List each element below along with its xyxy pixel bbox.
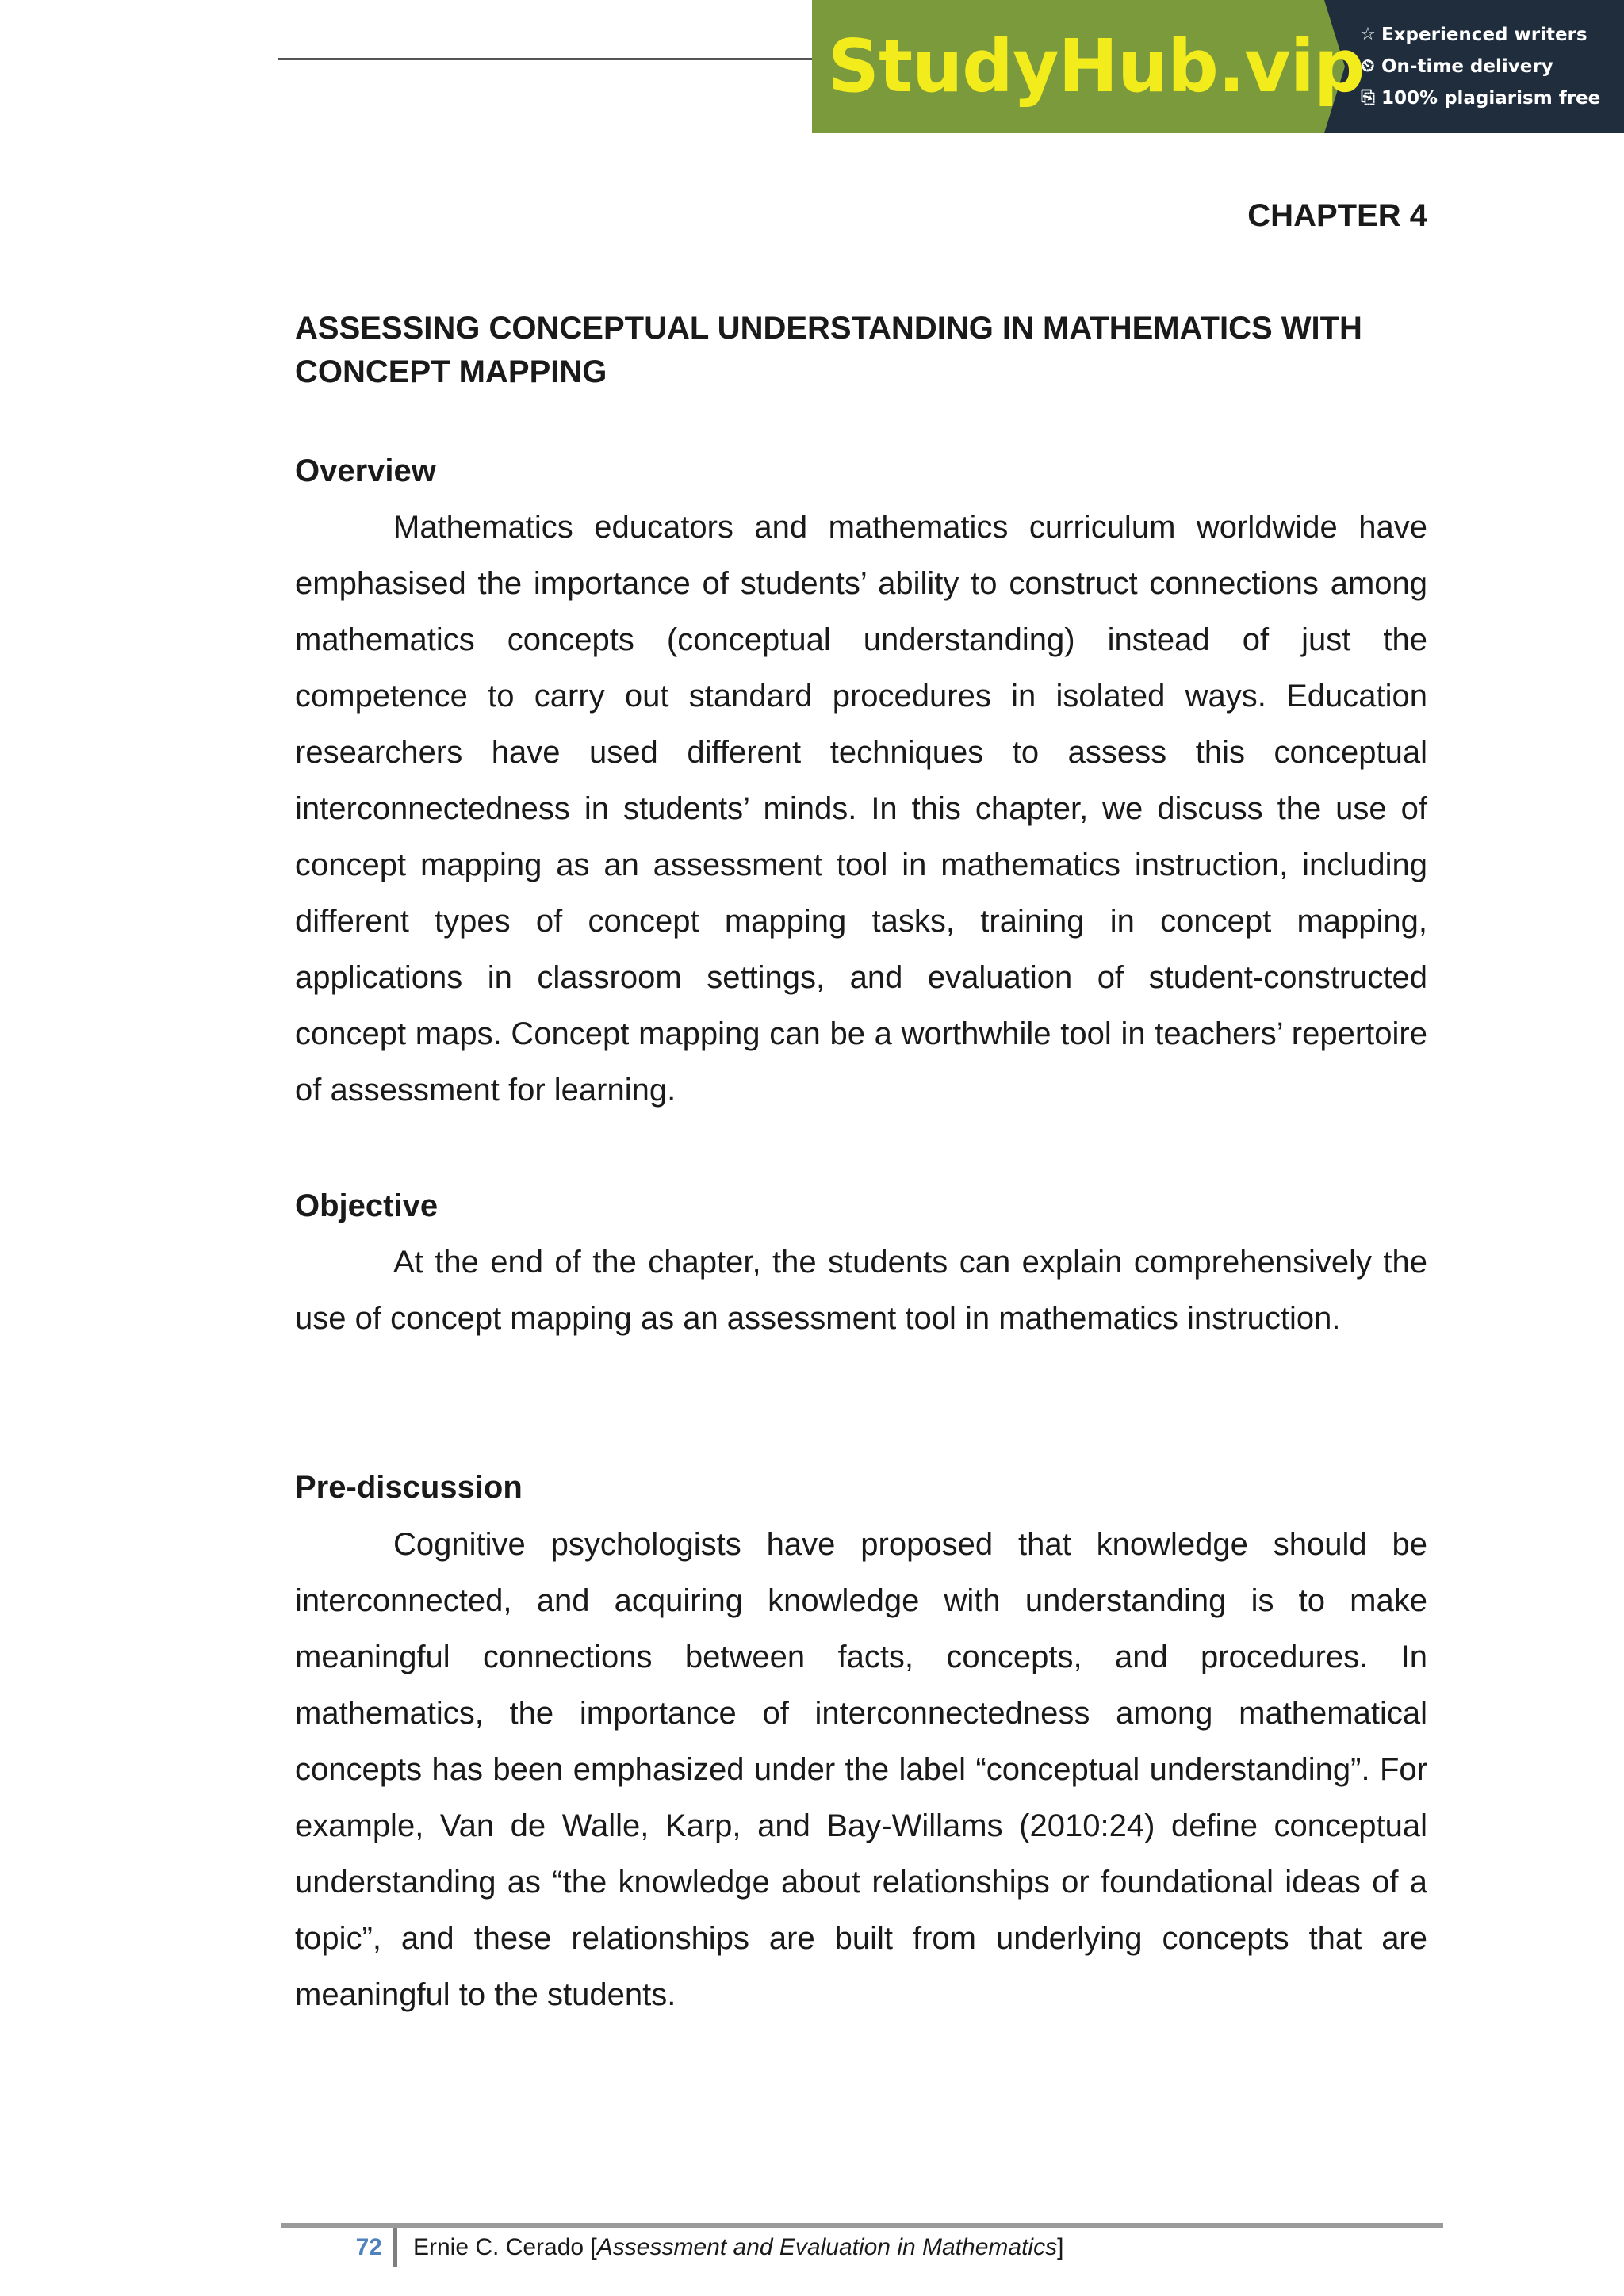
copy-icon: ⎘ — [1361, 88, 1375, 108]
section-heading-objective: Objective — [295, 1188, 439, 1223]
section-heading-overview: Overview — [295, 453, 436, 488]
page-footer — [281, 2228, 1063, 2267]
studyhub-banner[interactable] — [812, 0, 1624, 133]
chapter-title: ASSESSING CONCEPTUAL UNDERSTANDING IN MATHEMATICS WITH CONCEPT MAPPING — [295, 311, 1362, 389]
footer-book-title: Assessment and Evaluation in Mathematics — [596, 2234, 1058, 2260]
chapter-label: CHAPTER 4 — [1247, 198, 1427, 233]
feature-plagiarism-free — [1358, 85, 1624, 112]
feature-label: 100% plagiarism free — [1381, 88, 1601, 109]
section-body-overview: Mathematics educators and mathematics curriculum worldwide have emphasised the importance of students’ ability to construct connections among mathematics concepts (conceptual understanding) instead of just the competence to carry out standard procedures in isolated ways. Education researchers have used different techniques to assess this conceptual interconnectedness in students’ minds. In this chapter, we discuss the use of concept mapping as an assessment tool in mathematics instruction, including different types of concept mapping tasks, training in concept mapping, applications in classroom settings, and evaluation of student-constructed concept maps. Concept mapping can be a worthwhile tool in teachers’ repertoire of assessment for learning. — [295, 510, 1427, 1108]
footer-citation — [413, 2234, 1063, 2261]
page-number: 72 — [355, 2234, 382, 2260]
footer-author: Ernie C. Cerado [ — [413, 2234, 597, 2260]
star-icon: ☆ — [1360, 25, 1376, 44]
feature-experienced-writers — [1358, 21, 1624, 48]
section-body-objective: At the end of the chapter, the students can explain comprehensively the use of concept mapping as an assessment tool in mathematics instruction. — [295, 1245, 1427, 1336]
footer-bracket: ] — [1057, 2234, 1064, 2260]
header-rule — [278, 58, 817, 60]
clock-icon: ⏲ — [1361, 56, 1375, 76]
section-body-prediscussion: Cognitive psychologists have proposed that knowledge should be interconnected, and acquiring knowledge with understanding is to make meaningful connections between facts, concepts, and procedures. In mathematics, the importance of interconnectedness among mathematical concepts has been emphasized under the label “conceptual understanding”. For example, Van de Walle, Karp, and Bay-Willams (2010:24) define conceptual understanding as “the knowledge about relationships or foundational ideas of a topic”, and these relationships are built from underlying concepts that are meaningful to the students. — [295, 1527, 1427, 2012]
feature-on-time-delivery — [1358, 53, 1624, 80]
footer-separator — [393, 2228, 397, 2267]
studyhub-logo: StudyHub.vip — [828, 24, 1365, 109]
logo-panel — [812, 0, 1365, 133]
features-panel — [1345, 0, 1624, 133]
feature-label: Experienced writers — [1381, 25, 1588, 45]
feature-label: On-time delivery — [1381, 56, 1553, 77]
section-heading-prediscussion: Pre-discussion — [295, 1470, 523, 1505]
